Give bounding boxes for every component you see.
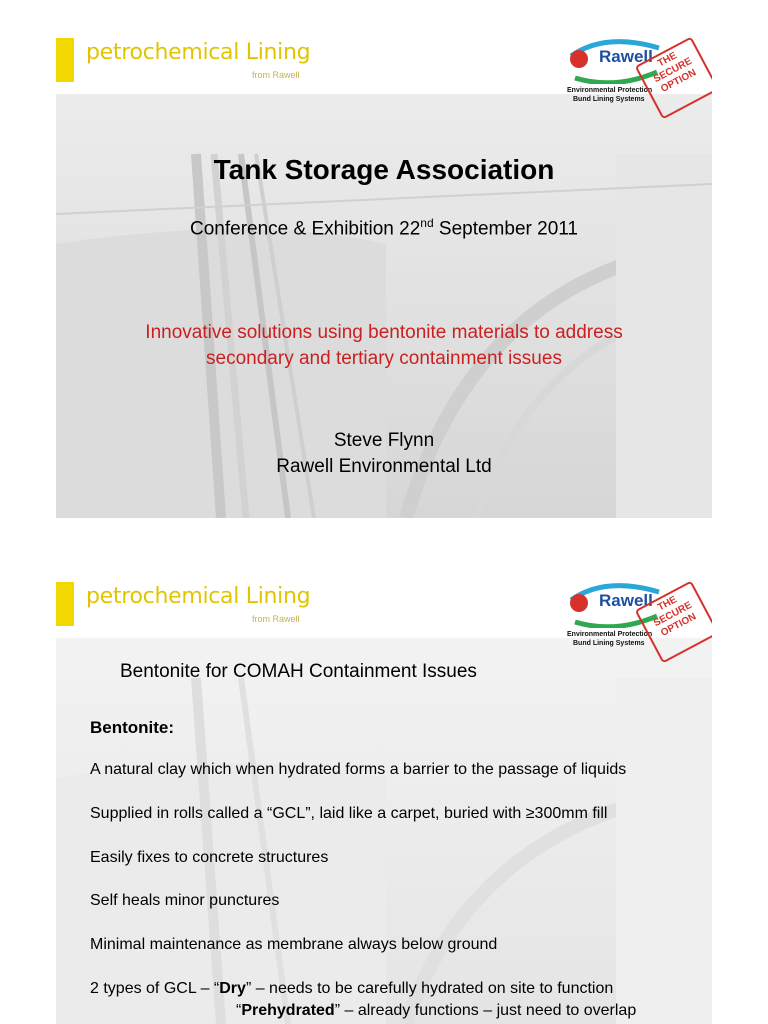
bullet-item: A natural clay which when hydrated forms a barrier to the passage of liquids bbox=[90, 761, 627, 778]
gcl-dry-description: ” – needs to be carefully hydrated on site to function bbox=[245, 980, 614, 997]
brand-logo-text: petrochemical Lining bbox=[86, 584, 311, 609]
bullet-item: Minimal maintenance as membrane always below ground bbox=[90, 936, 498, 953]
background-photo bbox=[56, 638, 712, 1024]
talk-subtitle bbox=[56, 320, 712, 372]
bullet-item: Self heals minor punctures bbox=[90, 892, 280, 909]
conference-suffix: September 2011 bbox=[433, 218, 578, 240]
gcl-types-line-2 bbox=[236, 1002, 636, 1020]
logo-tagline-1: Environmental Protection bbox=[567, 87, 653, 94]
gcl-dry-label: Dry bbox=[219, 980, 246, 997]
ordinal-suffix: nd bbox=[420, 216, 434, 230]
bullet-item: Easily fixes to concrete structures bbox=[90, 849, 329, 866]
gcl-intro: 2 types of GCL – “ bbox=[90, 980, 220, 997]
gcl-prehydrated-label: Prehydrated bbox=[241, 1002, 335, 1019]
slide-title bbox=[56, 34, 712, 518]
brand-accent-bar bbox=[56, 582, 74, 626]
gcl-types-line-1 bbox=[90, 980, 613, 998]
rawell-logo-word: Rawell bbox=[599, 47, 653, 66]
brand-logo-subtitle: from Rawell bbox=[252, 614, 300, 624]
slide-title-text: Tank Storage Association bbox=[213, 154, 555, 185]
author-company: Rawell Environmental Ltd bbox=[276, 456, 492, 477]
secure-option-stamp: THE SECURE OPTION bbox=[635, 580, 712, 663]
secure-option-stamp: THE SECURE OPTION bbox=[635, 36, 712, 119]
brand-accent-bar bbox=[56, 38, 74, 82]
bullet-item: Supplied in rolls called a “GCL”, laid like a carpet, buried with ≥300mm fill bbox=[90, 805, 608, 822]
logo-tagline-2: Bund Lining Systems bbox=[573, 96, 645, 103]
logo-tagline-1: Environmental Protection bbox=[567, 631, 653, 638]
rawell-logo bbox=[561, 578, 707, 658]
conference-prefix: Conference & Exhibition 22 bbox=[190, 218, 421, 240]
talk-subtitle-line-2: secondary and tertiary containment issues bbox=[206, 348, 562, 369]
slide-bentonite bbox=[56, 578, 712, 1024]
rawell-logo-word: Rawell bbox=[599, 591, 653, 610]
author-name: Steve Flynn bbox=[333, 430, 435, 451]
rawell-logo bbox=[561, 34, 707, 114]
author-block bbox=[56, 428, 712, 480]
brand-logo-subtitle: from Rawell bbox=[252, 70, 300, 80]
brand-logo-text: petrochemical Lining bbox=[86, 40, 311, 65]
talk-subtitle-line-1: Innovative solutions using bentonite materials to address bbox=[145, 322, 623, 343]
logo-tagline-2: Bund Lining Systems bbox=[573, 640, 645, 647]
gcl-prehydrated-description: ” – already functions – just need to overlap bbox=[334, 1002, 637, 1019]
conference-line bbox=[56, 216, 712, 240]
slide-heading: Bentonite for COMAH Containment Issues bbox=[120, 661, 477, 682]
gcl-open-quote: “ bbox=[236, 1002, 242, 1019]
section-label: Bentonite: bbox=[90, 718, 175, 737]
